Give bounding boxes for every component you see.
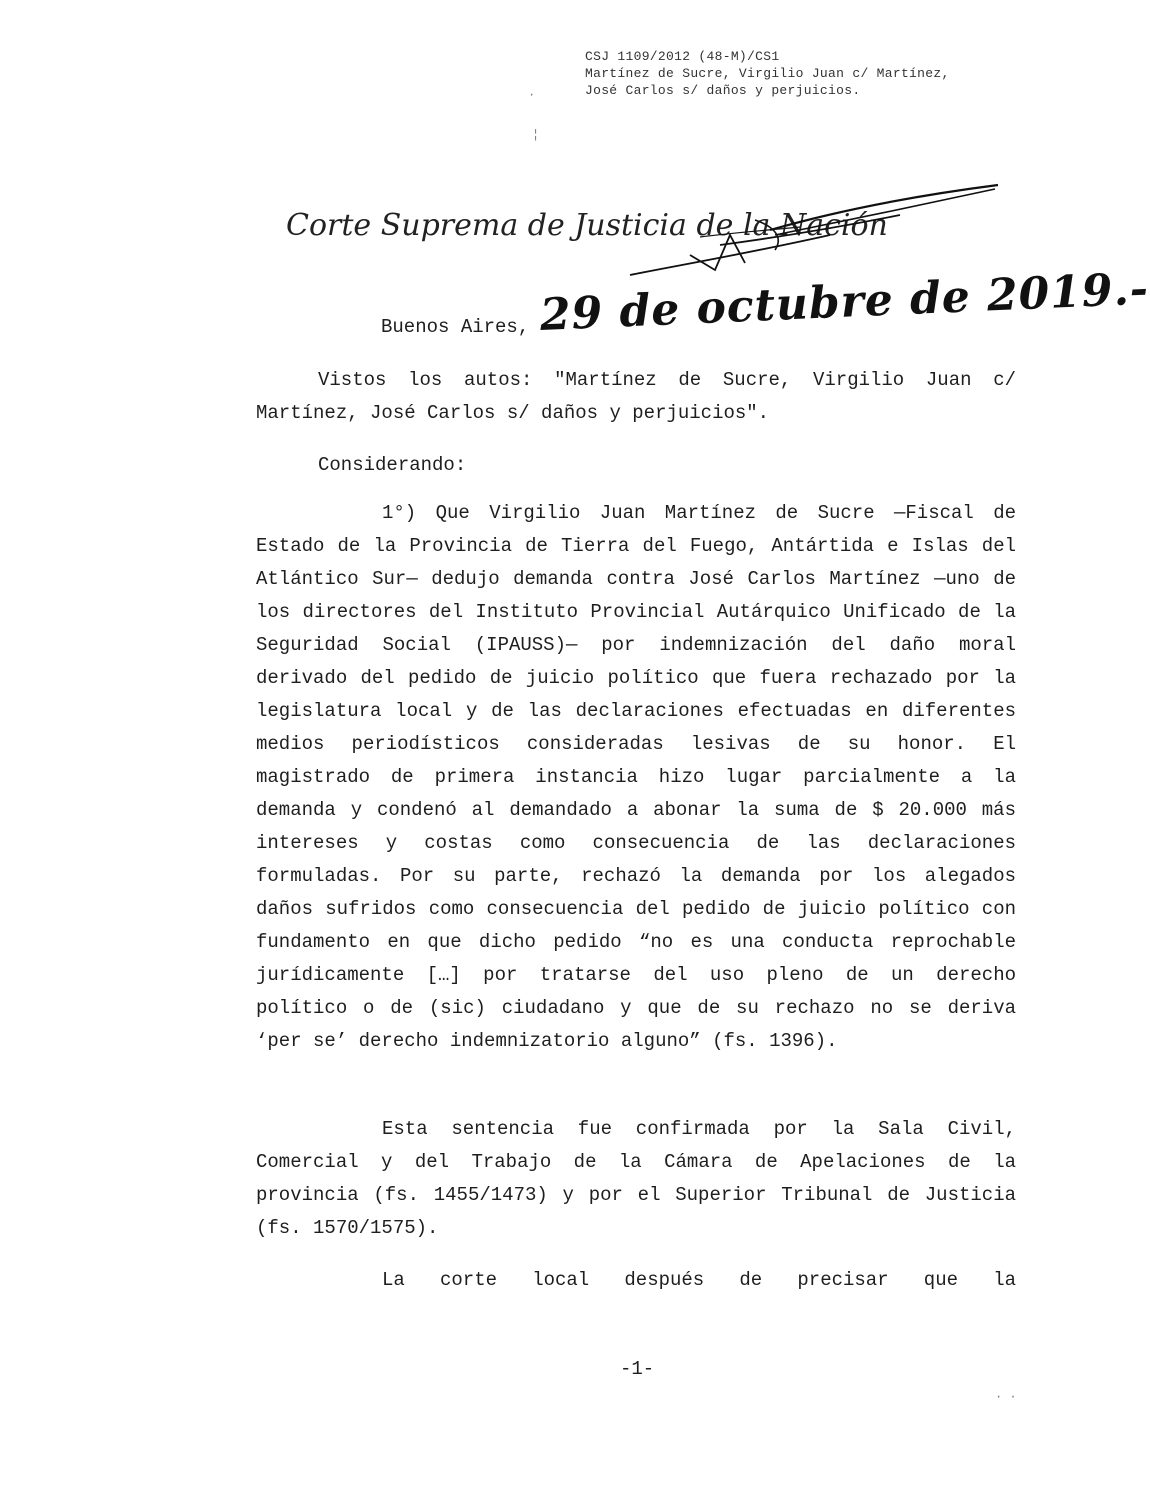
scan-speck: · · [995,1390,1017,1404]
case-title-line-1: Martínez de Sucre, Virgilio Juan c/ Martínez, [585,66,950,81]
handwritten-date: 29 de octubre de 2019.- [538,263,1150,341]
court-name: Corte Suprema de Justicia de la Nación [286,208,888,243]
case-title-line-2: José Carlos s/ daños y perjuicios. [585,83,861,98]
handwritten-signature [600,175,1010,285]
scan-speck: · [528,88,536,102]
page-number: -1- [620,1358,655,1380]
vistos-paragraph: Vistos los autos: "Martínez de Sucre, Virgilio Juan c/ Martínez, José Carlos s/ daños y perjuicios". [256,369,1016,424]
dateline-city: Buenos Aires, [381,316,530,338]
considerando-heading: Considerando: [318,454,467,476]
scan-speck: ¦ [532,128,540,142]
case-number: CSJ 1109/2012 (48-M)/CS1 [585,49,780,64]
paragraph-2: Esta sentencia fue confirmada por la Sala Civil, Comercial y del Trabajo de la Cámara de Apelaciones de la provincia (fs. 1455/1473) y por el Superior Tribunal de Justicia (fs. 1570/1575). [256,1118,1016,1239]
case-header [585,48,950,99]
paragraph-1: 1°) Que Virgilio Juan Martínez de Sucre —Fiscal de Estado de la Provincia de Tierra del Fuego, Antártida e Islas del Atlántico Sur— dedujo demanda contra José Carlos Martínez —uno de los directores del Instituto Provincial Autárquico Unificado de la Seguridad Social (IPAUSS)— por indemnización del daño moral derivado del pedido de juicio político que fuera rechazado por la legislatura local y de las declaraciones efectuadas en diferentes medios periodísticos consideradas lesivas de su honor. El magistrado de primera instancia hizo lugar parcialmente a la demanda y condenó al demandado a abonar la suma de $ 20.000 más intereses y costas como consecuencia de las declaraciones formuladas. Por su parte, rechazó la demanda por los alegados daños sufridos como consecuencia del pedido de juicio político con fundamento en que dicho pedido “no es una conducta reprochable jurídicamente […] por tratarse del uso pleno de un derecho político o de (sic) ciudadano y que de su rechazo no se deriva ‘per se’ derecho indemnizatorio alguno” (fs. 1396). [256,502,1016,1052]
paragraph-3: La corte local después de precisar que la [382,1269,1016,1291]
